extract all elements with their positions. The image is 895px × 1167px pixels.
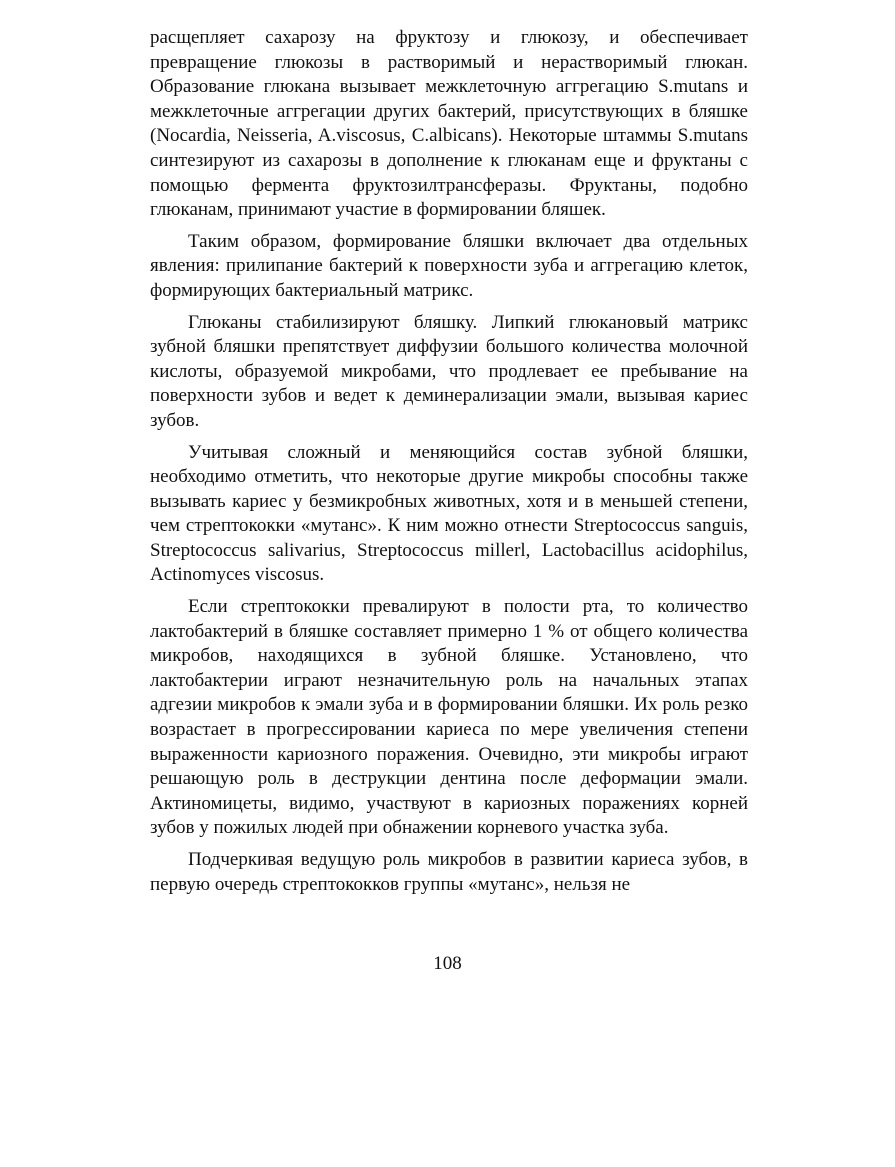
paragraph-glucans: Глюканы стабилизируют бляшку. Липкий глюкановый матрикс зубной бляшки препятствует диффузии большого количества молочной кислоты, образуемой микробами, что продлевает ее пребывание на поверхности зубов и ведет к деминерализации эмали, вызывая кариес зубов. — [150, 311, 748, 431]
page-number: 108 — [433, 953, 462, 974]
paragraph-lactobacteria: Если стрептококки превалируют в полости рта, то количество лактобактерий в бляшке составляет примерно 1 % от общего количества микробов, находящихся в зубной бляшке. Установлено, что лактобактерии играют незначительную роль на начальных этапах адгезии микробов к эмали зуба и в формировании бляшки. Их роль резко возрастает в прогрессировании кариеса по мере увеличения степени выраженности кариозного поражения. Очевидно, эти микробы играют решающую роль в деструкции дентина после деформации эмали. Актиномицеты, видимо, участвуют в кариозных поражениях корней зубов у пожилых людей при обнажении корневого участка зуба. — [150, 596, 748, 839]
paragraph-plaque-formation: Таким образом, формирование бляшки включает два отдельных явления: прилипание бактерий к поверхности зуба и аггрегацию клеток, формирующих бактериальный матрикс. — [150, 230, 748, 301]
page-body — [150, 26, 748, 904]
paragraph-other-microbes: Учитывая сложный и меняющийся состав зубной бляшки, необходимо отметить, что некоторые другие микробы способны также вызывать кариес у безмикробных животных, хотя и в меньшей степени, чем стрептококки «мутанс». К ним можно отнести Streptococcus sanguis, Streptococcus salivarius, Streptococcus millerl, Lactobacillus acidophilus, Actinomyces viscosus. — [150, 441, 748, 586]
paragraph-continuation: расщепляет сахарозу на фруктозу и глюкозу, и обеспечивает превращение глюкозы в растворимый и нерастворимый глюкан. Образование глюкана вызывает межклеточную аггрегацию S.mutans и межклеточные аггрегации других бактерий, присутствующих в бляшке (Nocardia, Neisseria, A.viscosus, C.albicans). Некоторые штаммы S.mutans синтезируют из сахарозы в дополнение к глюканам еще и фруктаны с помощью фермента фруктозилтрансферазы. Фруктаны, подобно глюканам, принимают участие в формировании бляшек. — [150, 27, 748, 221]
paragraph-final: Подчеркивая ведущую роль микробов в развитии кариеса зубов, в первую очередь стрептококков группы «мутанс», нельзя не — [150, 849, 748, 895]
